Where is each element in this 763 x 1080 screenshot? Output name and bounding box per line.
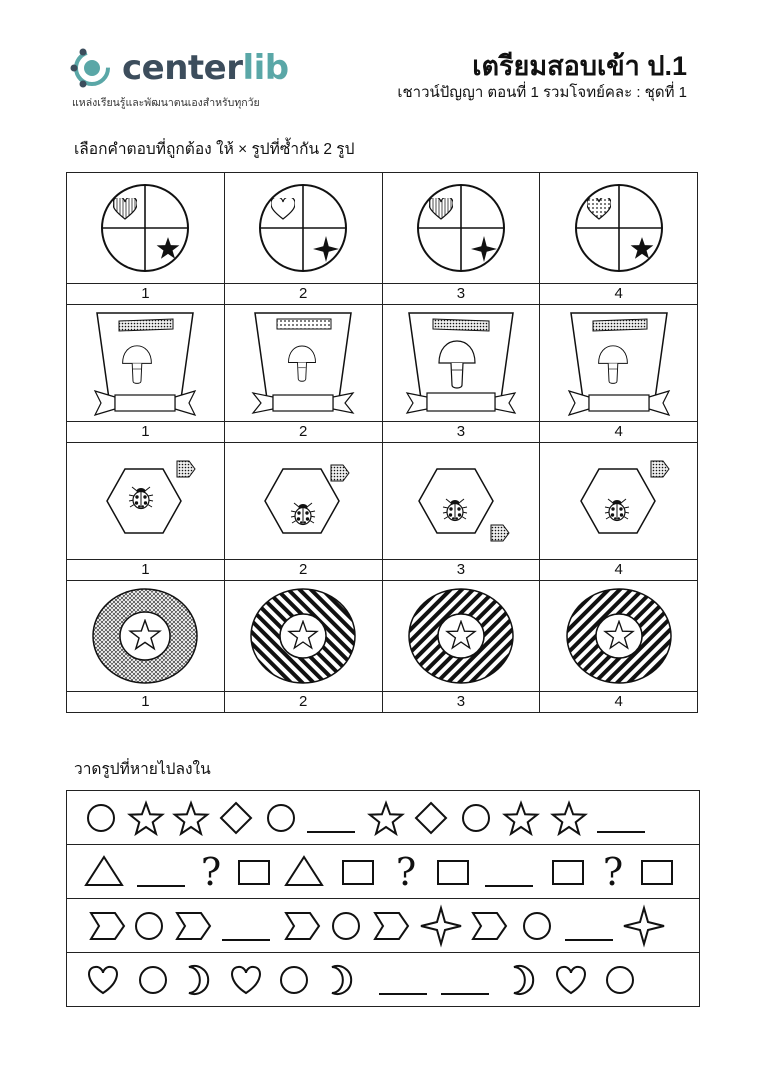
option-number: 4 xyxy=(540,284,698,305)
logo-mark-icon xyxy=(70,46,116,92)
triangle-icon xyxy=(286,857,322,885)
logo-wordmark: centerlib xyxy=(122,48,289,88)
option-cell[interactable] xyxy=(224,305,382,422)
chevron-icon xyxy=(375,913,408,939)
sequence-row xyxy=(67,899,699,953)
diamond-icon xyxy=(416,803,446,833)
star-icon xyxy=(175,803,207,834)
option-number: 3 xyxy=(382,560,540,581)
circle-icon xyxy=(88,805,114,831)
circle-icon xyxy=(140,967,166,993)
crescent-icon xyxy=(189,966,208,994)
ring-star-figure xyxy=(406,586,516,686)
sparkle-icon xyxy=(624,908,664,944)
option-cell[interactable] xyxy=(67,305,225,422)
option-cell[interactable] xyxy=(67,581,225,692)
circle-heart-star-figure xyxy=(569,178,669,278)
circle-icon xyxy=(268,805,294,831)
matching-table xyxy=(66,172,698,713)
sequence-row xyxy=(67,953,699,1006)
option-number: 3 xyxy=(382,692,540,713)
option-cell[interactable] xyxy=(67,173,225,284)
diamond-icon xyxy=(221,803,251,833)
option-cell[interactable] xyxy=(382,305,540,422)
section1-instruction: เลือกคำตอบที่ถูกต้อง ให้ × รูปที่ซ้ำกัน 2 รูป xyxy=(74,141,355,158)
crescent-icon xyxy=(332,966,351,994)
heart-icon xyxy=(89,967,117,993)
circle-icon xyxy=(333,913,359,939)
sequence-row-shapes xyxy=(67,953,699,1006)
option-cell[interactable] xyxy=(224,581,382,692)
option-cell[interactable] xyxy=(540,443,698,560)
circle-heart-star-figure xyxy=(411,178,511,278)
square-icon xyxy=(553,861,583,884)
svg-text:?: ? xyxy=(602,850,624,894)
sequence-row-shapes xyxy=(67,899,699,952)
mushroom-trapezoid-figure xyxy=(401,307,521,419)
option-cell[interactable] xyxy=(540,581,698,692)
circle-icon xyxy=(281,967,307,993)
square-icon xyxy=(343,861,373,884)
option-number: 2 xyxy=(224,692,382,713)
page-subtitle: เชาวน์ปัญญา ตอนที่ 1 รวมโจทย์คละ : ชุดที่ 1 xyxy=(397,84,687,101)
question-icon xyxy=(603,850,623,894)
option-number: 2 xyxy=(224,284,382,305)
triangle-icon xyxy=(86,857,122,885)
star-icon xyxy=(505,803,537,834)
svg-text:?: ? xyxy=(395,850,417,894)
option-number: 1 xyxy=(67,560,225,581)
heart-icon xyxy=(232,967,260,993)
sparkle-icon xyxy=(421,908,461,944)
hexagon-ladybug-figure xyxy=(85,451,205,551)
question-icon xyxy=(201,850,221,894)
option-cell[interactable] xyxy=(382,443,540,560)
option-number: 1 xyxy=(67,422,225,443)
star-icon xyxy=(130,803,162,834)
option-cell[interactable] xyxy=(67,443,225,560)
option-number: 4 xyxy=(540,422,698,443)
star-icon xyxy=(370,803,402,834)
option-number: 1 xyxy=(67,692,225,713)
circle-icon xyxy=(136,913,162,939)
option-number: 2 xyxy=(224,560,382,581)
svg-text:?: ? xyxy=(200,850,222,894)
ring-star-figure xyxy=(90,586,200,686)
sequence-row xyxy=(67,845,699,899)
question-icon xyxy=(396,850,416,894)
option-cell[interactable] xyxy=(540,305,698,422)
hexagon-ladybug-figure xyxy=(559,451,679,551)
circle-icon xyxy=(607,967,633,993)
option-number: 4 xyxy=(540,692,698,713)
star-icon xyxy=(553,803,585,834)
heart-icon xyxy=(557,967,585,993)
sequence-row-shapes xyxy=(67,845,699,898)
sequence-row-shapes xyxy=(67,791,699,844)
square-icon xyxy=(438,861,468,884)
mushroom-trapezoid-figure xyxy=(85,307,205,419)
option-cell[interactable] xyxy=(382,581,540,692)
ring-star-figure xyxy=(564,586,674,686)
square-icon xyxy=(239,861,269,884)
hexagon-ladybug-figure xyxy=(401,451,521,551)
circle-heart-star-figure xyxy=(95,178,195,278)
option-number: 1 xyxy=(67,284,225,305)
option-cell[interactable] xyxy=(224,443,382,560)
hexagon-ladybug-figure xyxy=(243,451,363,551)
chevron-icon xyxy=(177,913,210,939)
sequence-table xyxy=(66,790,700,1007)
option-number: 2 xyxy=(224,422,382,443)
sequence-row xyxy=(67,791,699,845)
option-cell[interactable] xyxy=(540,173,698,284)
crescent-icon xyxy=(514,966,533,994)
chevron-icon xyxy=(91,913,124,939)
page-title: เตรียมสอบเข้า ป.1 xyxy=(472,51,687,81)
section2-instruction: วาดรูปที่หายไปลงใน xyxy=(74,761,211,778)
centerlib-logo xyxy=(70,42,300,108)
option-number: 4 xyxy=(540,560,698,581)
mushroom-trapezoid-figure xyxy=(243,307,363,419)
circle-icon xyxy=(463,805,489,831)
chevron-icon xyxy=(473,913,506,939)
option-cell[interactable] xyxy=(224,173,382,284)
circle-heart-star-figure xyxy=(253,178,353,278)
option-number: 3 xyxy=(382,284,540,305)
square-icon xyxy=(642,861,672,884)
logo-tagline: แหล่งเรียนรู้และพัฒนาตนเองสำหรับทุกวัย xyxy=(72,97,260,109)
option-cell[interactable] xyxy=(382,173,540,284)
ring-star-figure xyxy=(248,586,358,686)
chevron-icon xyxy=(286,913,319,939)
option-number: 3 xyxy=(382,422,540,443)
circle-icon xyxy=(524,913,550,939)
mushroom-trapezoid-figure xyxy=(559,307,679,419)
